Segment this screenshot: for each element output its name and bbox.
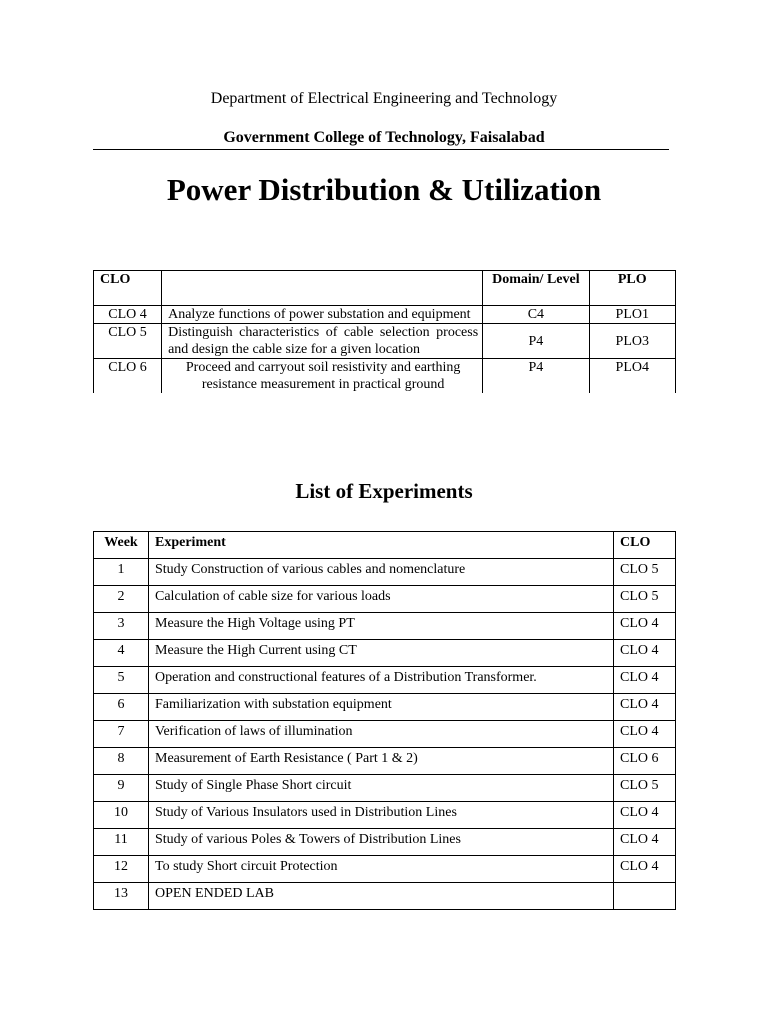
clo-description: Analyze functions of power substation and equipment — [162, 306, 483, 324]
clo-domain: P4 — [483, 324, 589, 359]
experiment-row — [94, 856, 676, 883]
experiment-clo — [614, 883, 676, 910]
description-header — [162, 271, 483, 306]
department-name: Department of Electrical Engineering and Technology — [210, 90, 558, 107]
week-number: 12 — [94, 856, 149, 883]
experiment-clo: CLO 5 — [614, 775, 676, 802]
week-number: 5 — [94, 667, 149, 694]
header-divider — [93, 149, 669, 150]
experiment-name: Study of Various Insulators used in Distribution Lines — [149, 802, 614, 829]
week-number: 6 — [94, 694, 149, 721]
experiment-clo: CLO 6 — [614, 748, 676, 775]
clo-id: CLO 4 — [94, 306, 162, 324]
experiment-name: Study of various Poles & Towers of Distribution Lines — [149, 829, 614, 856]
week-number: 13 — [94, 883, 149, 910]
experiment-row — [94, 775, 676, 802]
clo-row — [94, 359, 676, 394]
clo-table-header-row — [94, 271, 676, 306]
experiment-clo: CLO 4 — [614, 694, 676, 721]
experiment-clo: CLO 4 — [614, 613, 676, 640]
week-header: Week — [94, 532, 149, 559]
clo-description: Proceed and carryout soil resistivity and earthing resistance measurement in practical ground — [162, 359, 483, 394]
experiments-table — [93, 531, 676, 910]
clo-row — [94, 324, 676, 359]
week-number: 8 — [94, 748, 149, 775]
experiment-name: Study Construction of various cables and nomenclature — [149, 559, 614, 586]
experiment-row — [94, 694, 676, 721]
experiment-header: Experiment — [149, 532, 614, 559]
experiment-name: OPEN ENDED LAB — [149, 883, 614, 910]
experiment-clo: CLO 5 — [614, 559, 676, 586]
experiment-name: Measure the High Voltage using PT — [149, 613, 614, 640]
experiment-name: To study Short circuit Protection — [149, 856, 614, 883]
clo-id: CLO 5 — [94, 324, 162, 359]
experiment-clo: CLO 4 — [614, 802, 676, 829]
clo-description: Distinguish characteristics of cable selection process and design the cable size for a given location — [162, 324, 483, 359]
week-number: 2 — [94, 586, 149, 613]
experiment-name: Measure the High Current using CT — [149, 640, 614, 667]
clo-plo: PLO4 — [589, 359, 675, 394]
week-number: 11 — [94, 829, 149, 856]
experiment-row — [94, 721, 676, 748]
clo-header: CLO — [94, 271, 162, 306]
week-number: 9 — [94, 775, 149, 802]
experiment-name: Operation and constructional features of a Distribution Transformer. — [149, 667, 614, 694]
experiment-row — [94, 613, 676, 640]
clo-domain: C4 — [483, 306, 589, 324]
experiment-row — [94, 829, 676, 856]
week-number: 7 — [94, 721, 149, 748]
experiment-clo: CLO 4 — [614, 667, 676, 694]
clo-plo: PLO3 — [589, 324, 675, 359]
week-number: 10 — [94, 802, 149, 829]
clo-domain: P4 — [483, 359, 589, 394]
experiment-clo: CLO 4 — [614, 856, 676, 883]
clo-plo: PLO1 — [589, 306, 675, 324]
experiment-row — [94, 802, 676, 829]
experiment-clo: CLO 4 — [614, 721, 676, 748]
experiment-clo: CLO 4 — [614, 640, 676, 667]
experiment-name: Verification of laws of illumination — [149, 721, 614, 748]
experiment-row — [94, 883, 676, 910]
experiment-row — [94, 586, 676, 613]
experiment-name: Measurement of Earth Resistance ( Part 1 & 2) — [149, 748, 614, 775]
experiment-row — [94, 748, 676, 775]
plo-header: PLO — [589, 271, 675, 306]
experiments-header-row — [94, 532, 676, 559]
experiment-clo: CLO 5 — [614, 586, 676, 613]
experiment-name: Calculation of cable size for various loads — [149, 586, 614, 613]
college-name: Government College of Technology, Faisalabad — [223, 129, 545, 146]
domain-level-header: Domain/ Level — [483, 271, 589, 306]
experiment-name: Study of Single Phase Short circuit — [149, 775, 614, 802]
page-title: Power Distribution & Utilization — [166, 172, 602, 207]
clo-table — [93, 270, 676, 393]
experiment-name: Familiarization with substation equipment — [149, 694, 614, 721]
experiments-title: List of Experiments — [295, 479, 473, 503]
clo-id: CLO 6 — [94, 359, 162, 394]
experiment-row — [94, 667, 676, 694]
clo-row — [94, 306, 676, 324]
experiment-row — [94, 559, 676, 586]
clo-header: CLO — [614, 532, 676, 559]
week-number: 3 — [94, 613, 149, 640]
experiment-clo: CLO 4 — [614, 829, 676, 856]
experiment-row — [94, 640, 676, 667]
week-number: 4 — [94, 640, 149, 667]
week-number: 1 — [94, 559, 149, 586]
